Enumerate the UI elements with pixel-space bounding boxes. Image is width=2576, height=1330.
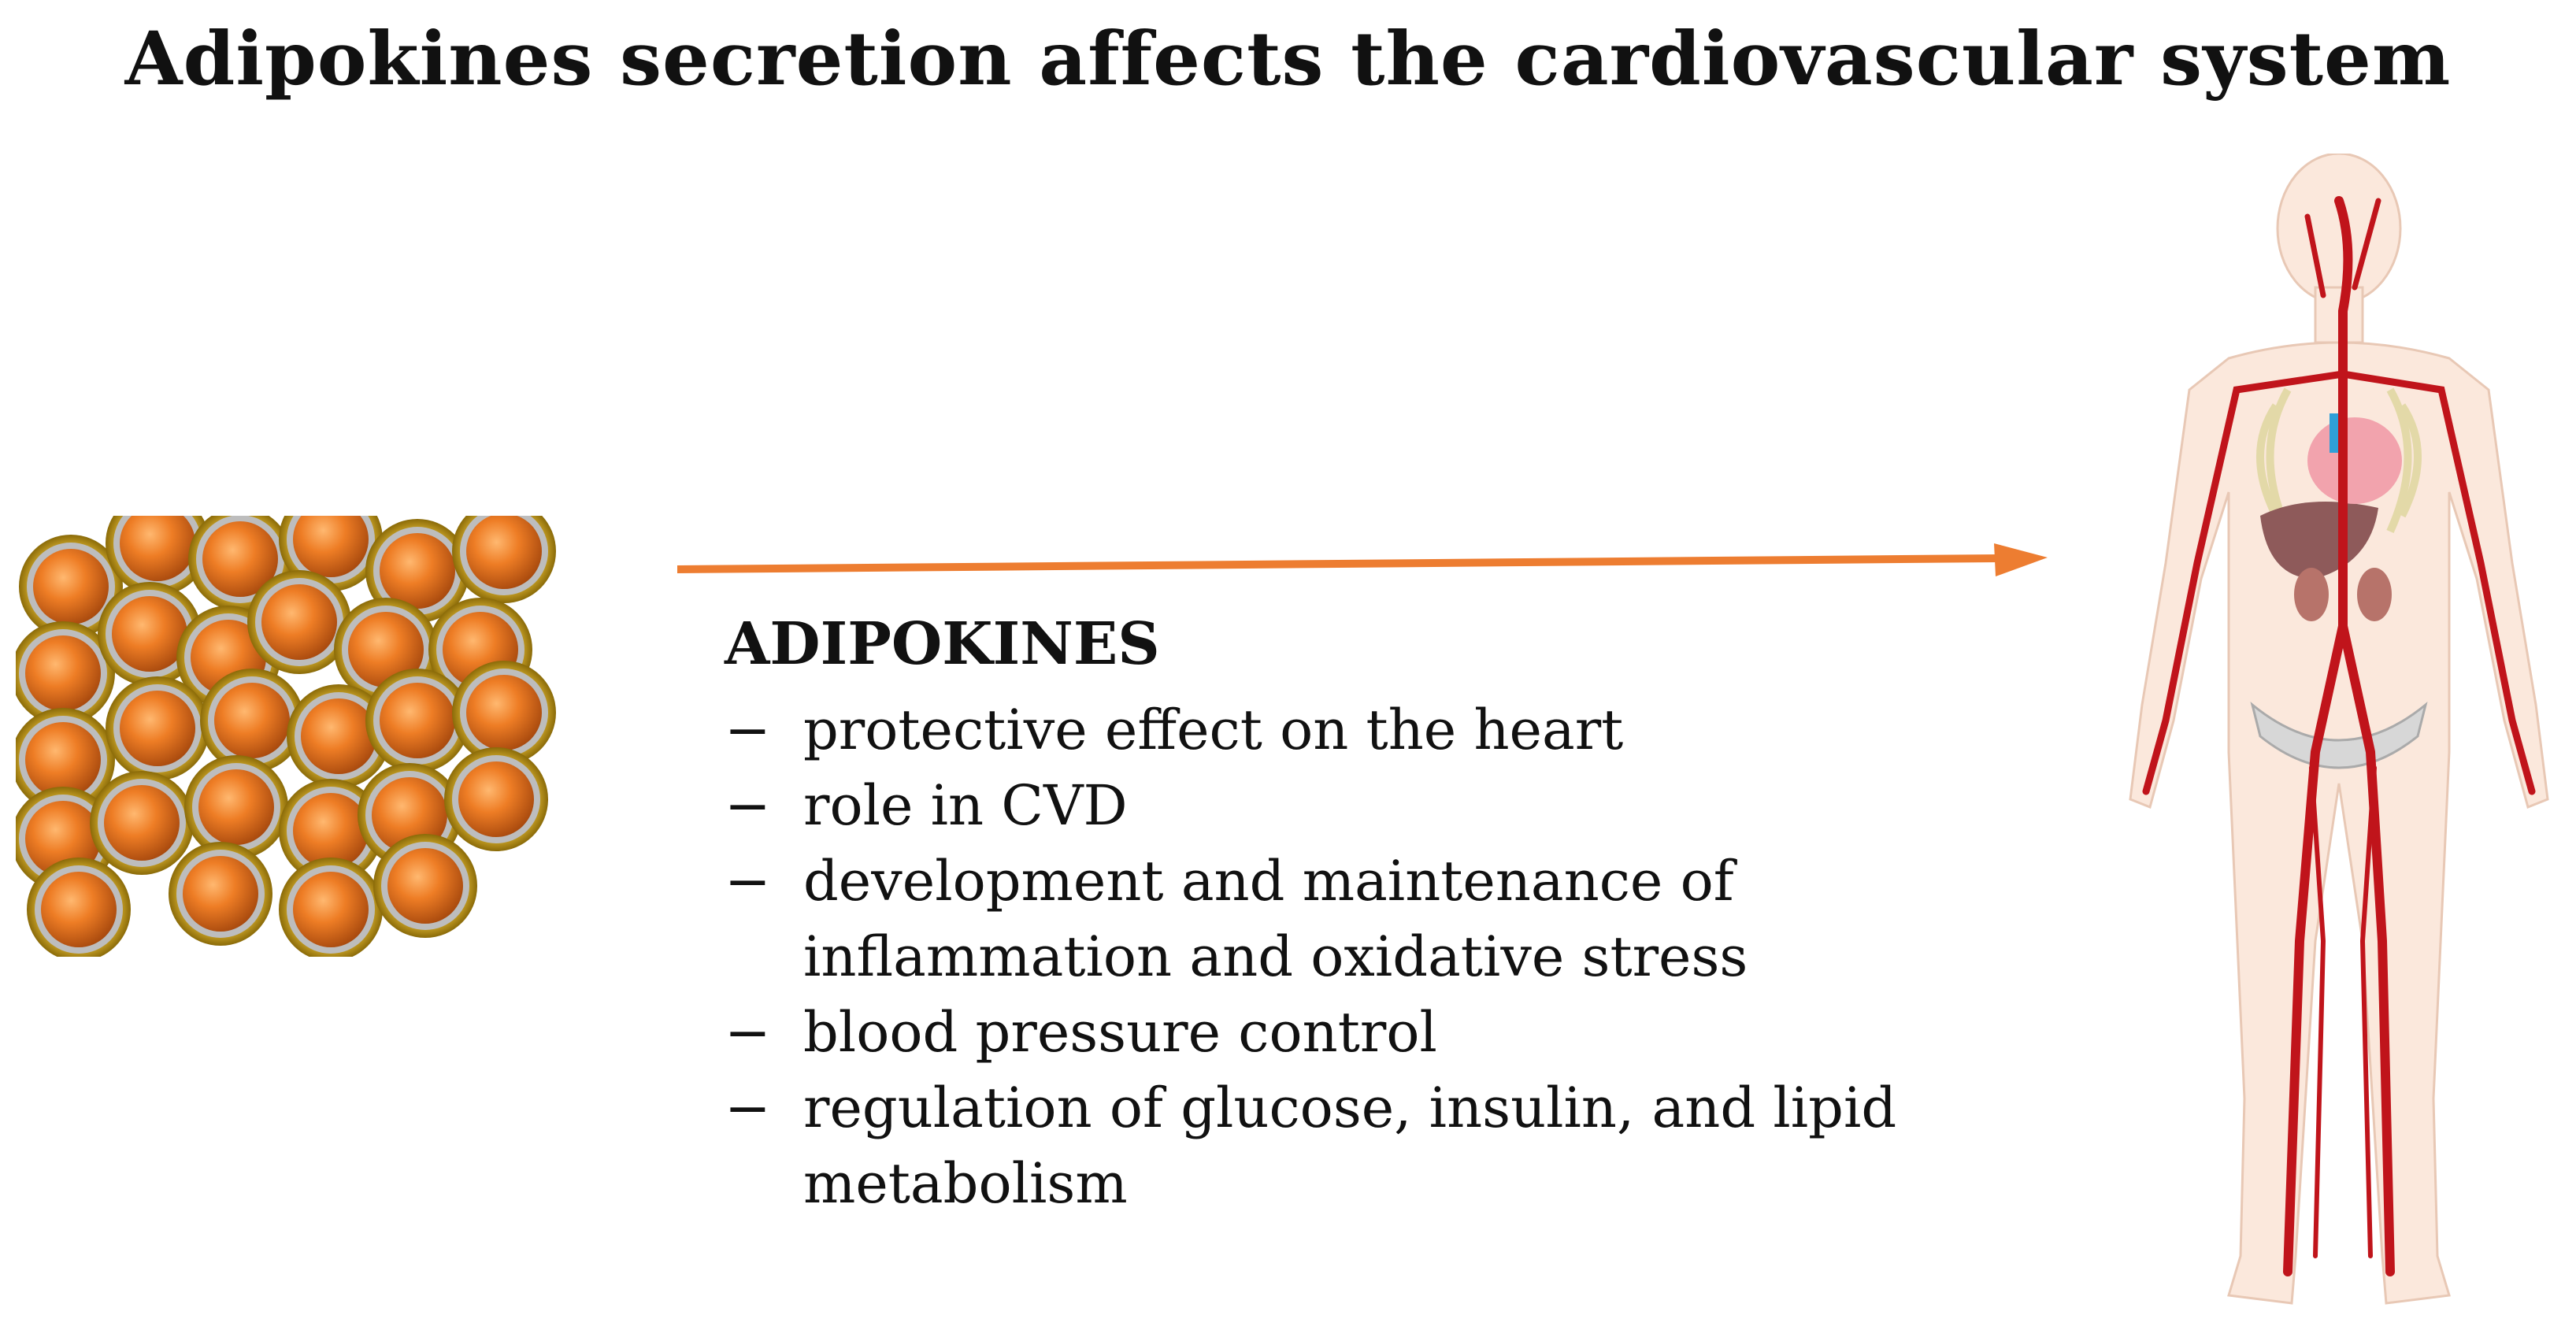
fat-cell-icon (27, 858, 131, 957)
fat-cell-icon (452, 516, 556, 603)
dash-bullet: − (725, 849, 771, 913)
list-item-text: development and maintenance of (803, 849, 1734, 913)
list-item-text: protective effect on the heart (803, 698, 1624, 762)
list-item-text: inflammation and oxidative stress (803, 924, 1748, 989)
list-item (725, 1070, 2024, 1221)
list-item-text: blood pressure control (803, 1000, 1437, 1065)
page-title: Adipokines secretion affects the cardiovascular system (124, 16, 2452, 102)
adipose-tissue-illustration (16, 516, 583, 957)
human-cardiovascular-system-illustration (2118, 154, 2559, 1319)
adipokines-list (725, 610, 2024, 1221)
dash-bullet: − (725, 698, 771, 762)
fat-cell-icon (444, 747, 548, 851)
fat-cell-icon (106, 676, 209, 780)
fat-cell-icon (200, 669, 304, 772)
dash-bullet: − (725, 1076, 771, 1140)
list-item-text: metabolism (803, 1151, 1128, 1216)
list-item (725, 843, 2024, 995)
fat-cell-icon (279, 858, 383, 957)
fat-cell-icon (90, 771, 194, 875)
list-item (725, 692, 2024, 768)
list-item-text: role in CVD (803, 773, 1128, 838)
list-item-text: regulation of glucose, insulin, and lipid (803, 1076, 1897, 1140)
fat-cell-icon (184, 755, 288, 859)
fat-cell-icon (169, 842, 272, 946)
list-heading: ADIPOKINES (725, 610, 1160, 678)
list-item (725, 768, 2024, 843)
arrow-right-icon (677, 528, 2063, 591)
fat-cell-icon (373, 834, 477, 938)
list-item (725, 995, 2024, 1070)
dash-bullet: − (725, 773, 771, 838)
dash-bullet: − (725, 1000, 771, 1065)
